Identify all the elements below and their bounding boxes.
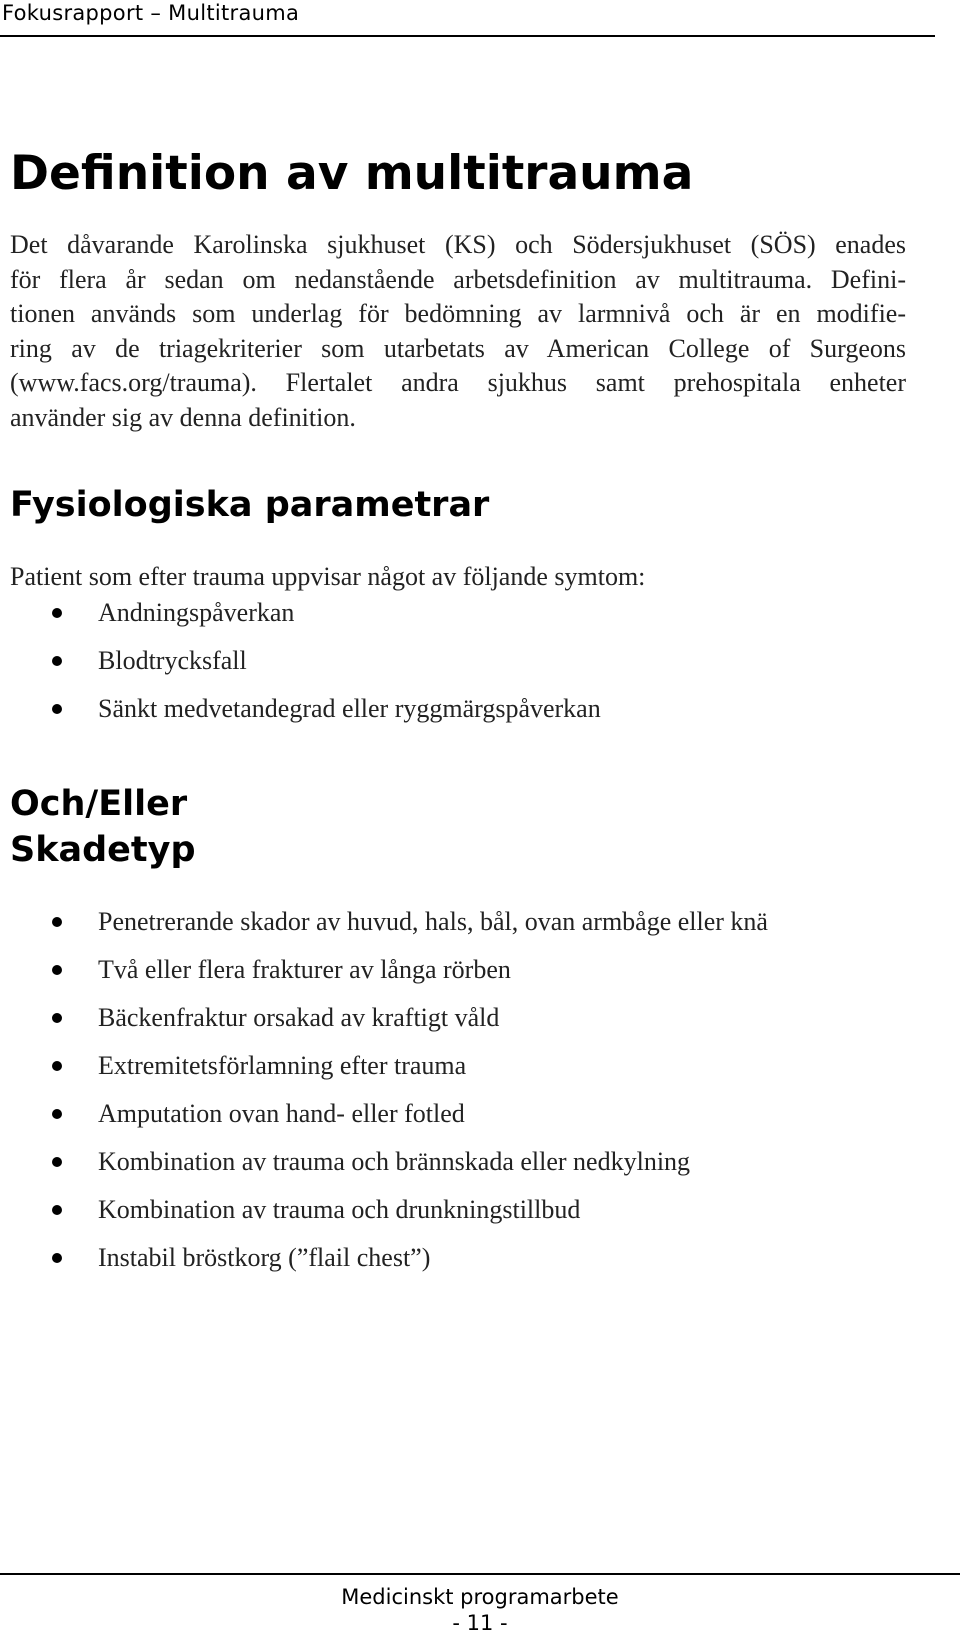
injury-heading-connector: Och/Eller: [10, 784, 188, 824]
bullet-icon: [52, 1109, 62, 1119]
list-item-text: Penetrerande skador av huvud, hals, bål, ovan armbåge eller knä: [98, 907, 768, 936]
bullet-icon: [52, 965, 62, 975]
definition-line: (www.facs.org/trauma). Flertalet andra sjukhus samt prehospitala enheter: [10, 368, 906, 397]
list-item-text: Bäckenfraktur orsakad av kraftigt våld: [98, 1003, 500, 1032]
bullet-icon: [52, 1253, 62, 1263]
definition-line: använder sig av denna definition.: [10, 402, 356, 432]
list-item-text: Blodtrycksfall: [98, 646, 247, 675]
list-item-text: Andningspåverkan: [98, 598, 295, 627]
definition-line: för flera år sedan om nedanstående arbetsdefinition av multitrauma. Defini-: [10, 264, 906, 294]
bullet-icon: [52, 704, 62, 714]
list-item-text: Två eller flera frakturer av långa rörben: [98, 955, 511, 984]
bullet-icon: [52, 1157, 62, 1167]
list-item-text: Kombination av trauma och brännskada eller nedkylning: [98, 1147, 691, 1176]
bullet-icon: [52, 656, 62, 666]
physiology-intro-text: Patient som efter trauma uppvisar något av följande symtom:: [10, 562, 646, 591]
definition-line: ring av de triagekriterier som utarbetats av American College of Surgeons: [10, 333, 906, 363]
list-item-text: Instabil bröstkorg (”flail chest”): [98, 1243, 431, 1272]
definition-heading: Definition av multitrauma: [10, 146, 694, 201]
running-header: [0, 0, 935, 37]
bullet-icon: [52, 1205, 62, 1215]
list-item-text: Extremitetsförlamning efter trauma: [98, 1051, 467, 1080]
definition-paragraph: [10, 228, 906, 435]
footer-rule: [0, 1573, 960, 1575]
definition-line: tionen används som underlag för bedömning av larmnivå och är en modifie-: [10, 299, 906, 328]
definition-line: Det dåvarande Karolinska sjukhuset (KS) och Södersjukhuset (SÖS) enades: [10, 230, 906, 259]
list-item-text: Kombination av trauma och drunkningstillbud: [98, 1195, 581, 1224]
page-number: - 11 -: [452, 1611, 508, 1635]
physiology-heading: Fysiologiska parametrar: [10, 485, 490, 525]
bullet-icon: [52, 1013, 62, 1023]
running-title: Fokusrapport – Multitrauma: [2, 1, 300, 25]
list-item-text: Sänkt medvetandegrad eller ryggmärgspåverkan: [98, 694, 601, 723]
footer-department: Medicinskt programarbete: [341, 1585, 619, 1609]
bullet-icon: [52, 608, 62, 618]
injury-heading: Skadetyp: [10, 830, 196, 870]
bullet-icon: [52, 1061, 62, 1071]
list-item-text: Amputation ovan hand- eller fotled: [98, 1099, 465, 1128]
bullet-icon: [52, 917, 62, 927]
